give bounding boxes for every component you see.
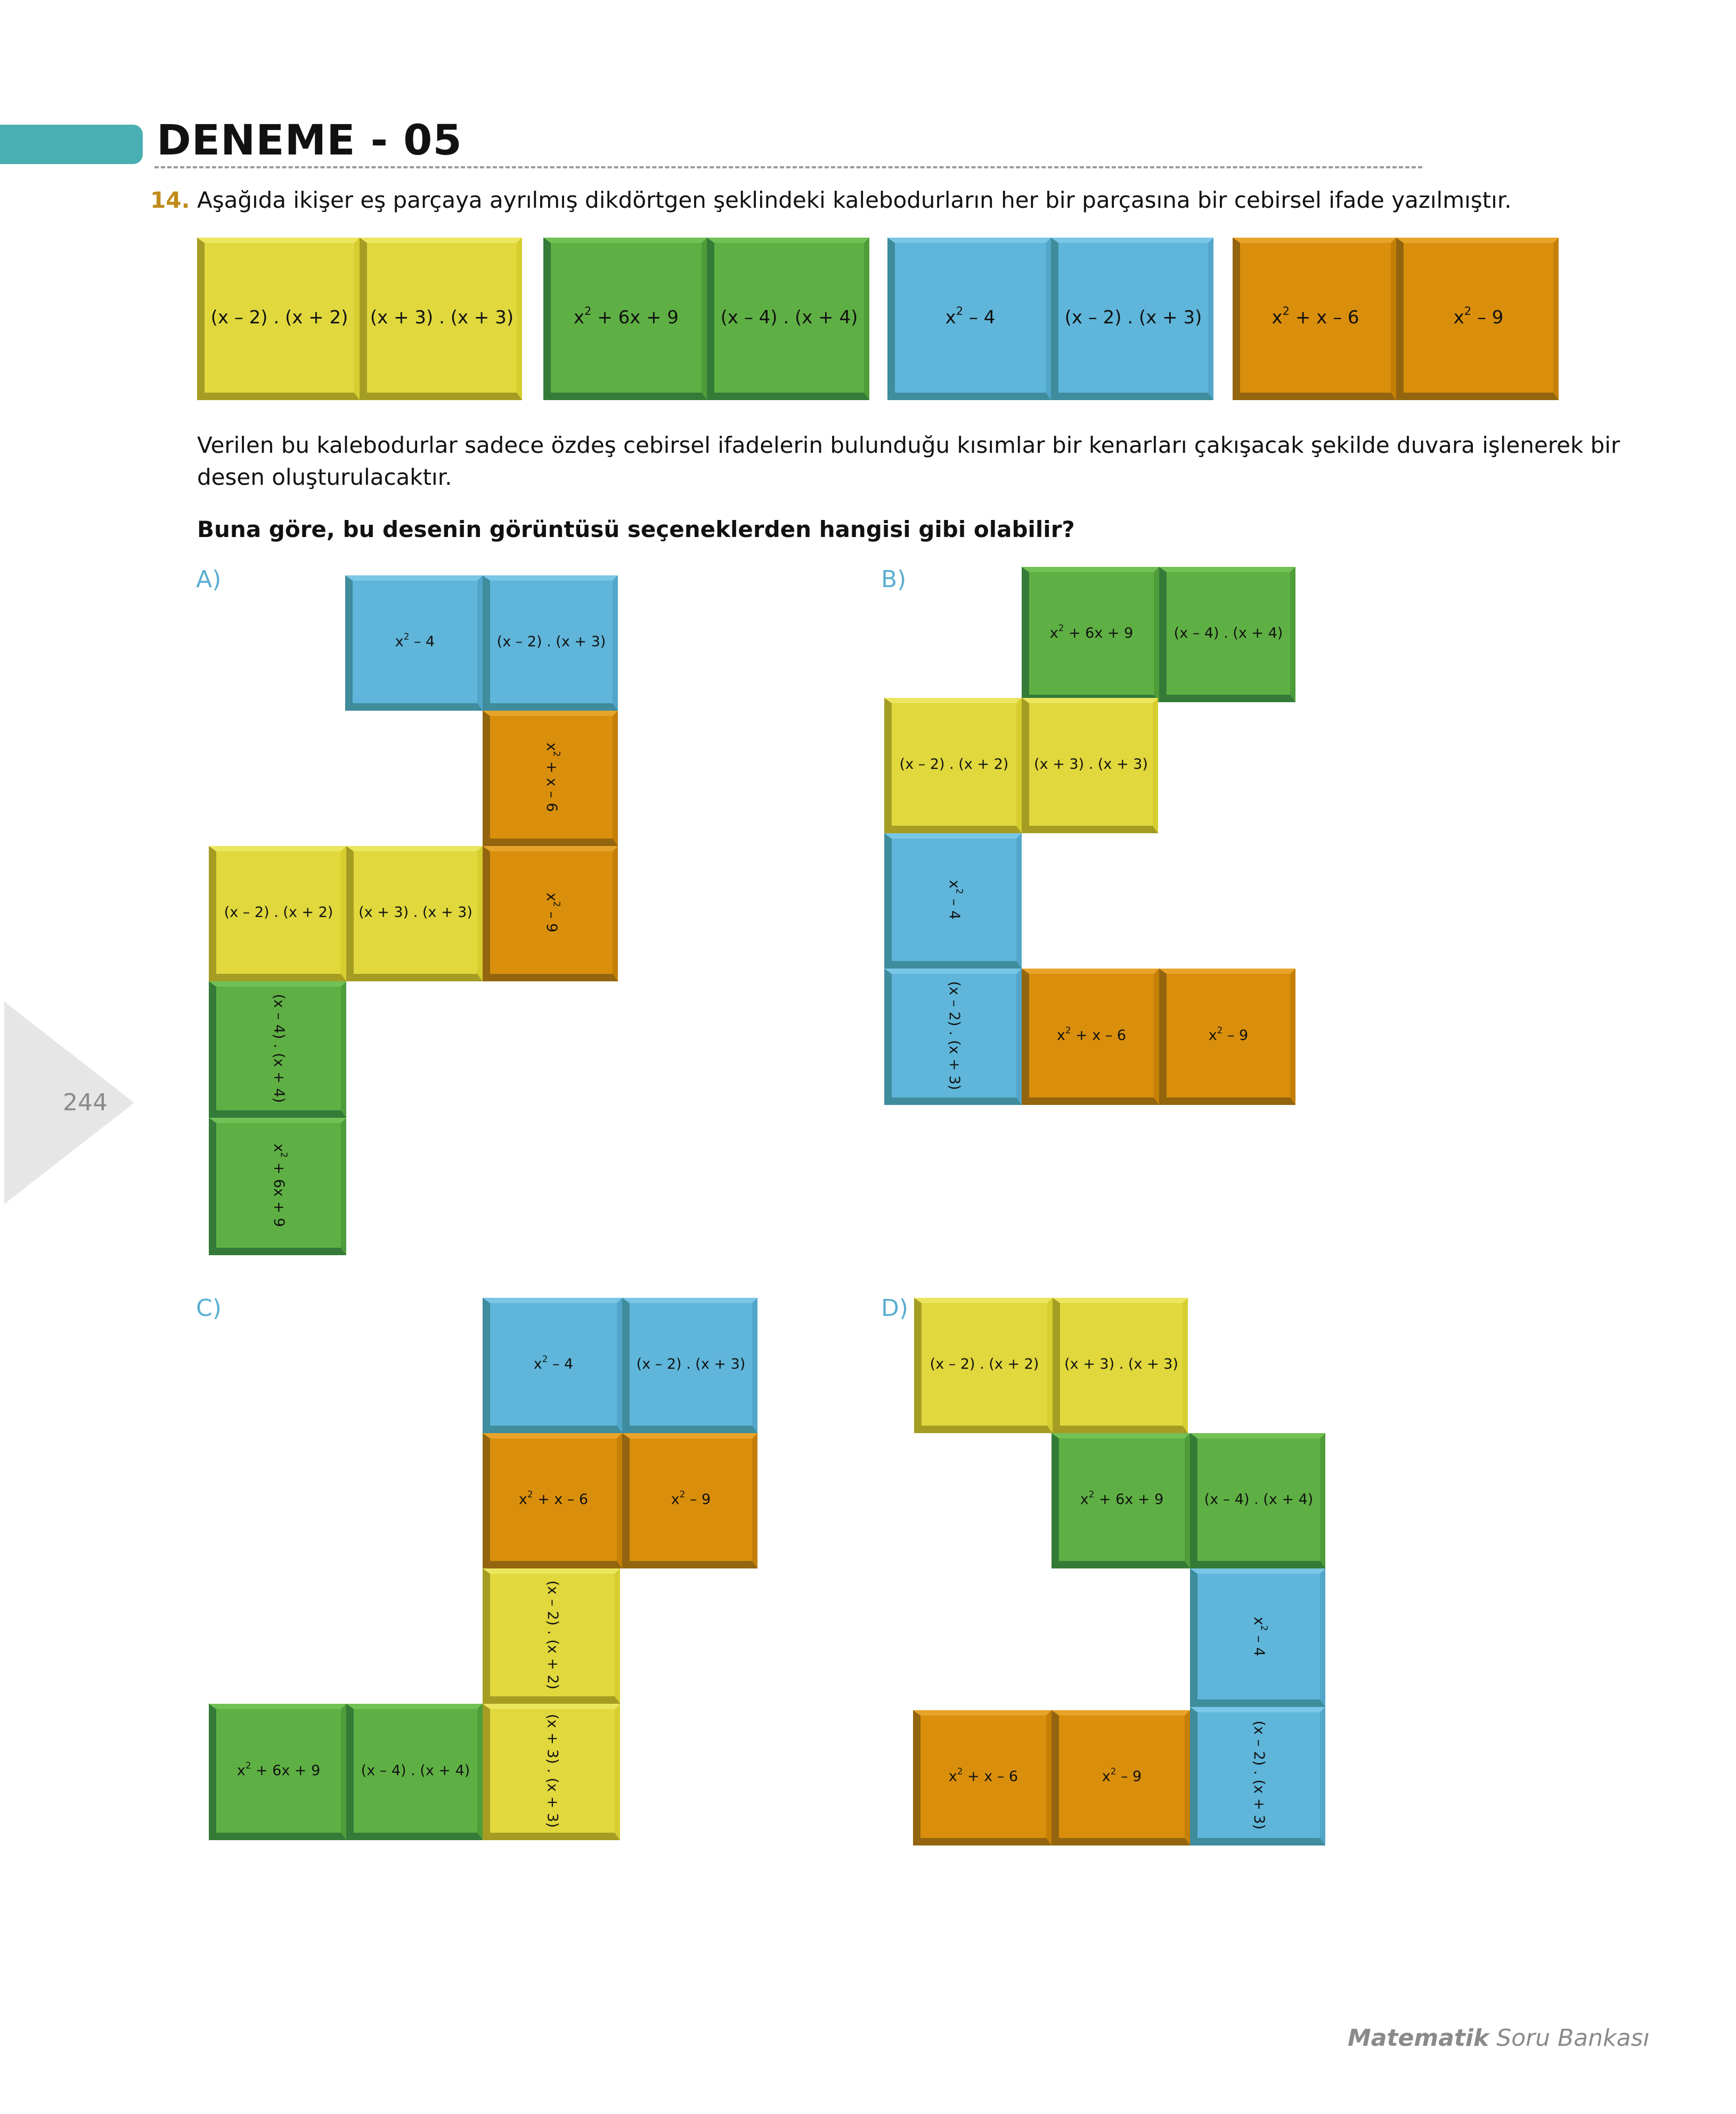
tile [543, 238, 707, 400]
tile [345, 575, 483, 711]
tile-expression: (x + 3) . (x + 3) [370, 306, 514, 328]
tile [483, 1298, 622, 1433]
tile-expression: $x^2 - 9$ [1453, 304, 1504, 328]
tile-expression: (x – 2) . (x + 2) [210, 306, 348, 328]
tile-expression: (x – 2) . (x + 3) [636, 1356, 746, 1373]
tile [483, 1568, 620, 1704]
page-title: DENEME - 05 [157, 117, 462, 165]
option-b-label[interactable]: B) [881, 566, 907, 593]
tile-expression: $x^2 + 6x + 9$ [1080, 1489, 1164, 1508]
tile [1022, 567, 1159, 702]
tile-expression: $x^2 + 6x + 9$ [237, 1760, 321, 1779]
tile-expression: (x + 3) . (x + 3) [1034, 756, 1148, 773]
question-intro: Aşağıda ikişer eş parçaya ayrılmış dikdörtgen şeklindeki kalebodurların her bir parçasına bir cebirsel ifade yazılmıştır. [197, 187, 1512, 213]
footer-series: Soru Bankası [1489, 2024, 1650, 2052]
option-d-label[interactable]: D) [881, 1295, 909, 1322]
tile-expression: (x – 2) . (x + 3) [1250, 1720, 1267, 1830]
tile-expression: $x^2 - 4$ [533, 1353, 574, 1373]
header-divider [154, 166, 1422, 168]
question-prompt: Buna göre, bu desenin görüntüsü seçeneklerden hangisi gibi olabilir? [197, 516, 1075, 542]
tile-expression: (x – 2) . (x + 3) [946, 981, 963, 1091]
tile [1396, 238, 1559, 400]
tile-expression: $x^2 - 9$ [543, 892, 563, 933]
tile [622, 1298, 757, 1433]
tile [360, 238, 522, 400]
tile [209, 846, 346, 981]
tile-expression: (x – 4) . (x + 4) [720, 306, 858, 328]
tile-expression: (x – 2) . (x + 2) [224, 904, 333, 921]
tile [1190, 1433, 1325, 1568]
option-a-label[interactable]: A) [196, 566, 222, 593]
tile [887, 238, 1051, 400]
tile-expression: $x^2 + x - 6$ [1056, 1025, 1127, 1044]
tile-expression: $x^2 + 6x + 9$ [1049, 622, 1134, 642]
tile-expression: (x + 3) . (x + 3) [358, 904, 472, 921]
tile-expression: $x^2 + x - 6$ [1272, 304, 1359, 328]
tile [1052, 1710, 1190, 1845]
tile [346, 846, 483, 981]
tile-expression: (x – 4) . (x + 4) [1173, 625, 1283, 642]
tile-expression: (x – 2) . (x + 3) [496, 633, 606, 651]
tile [483, 575, 618, 711]
tile [1022, 969, 1159, 1105]
tile [197, 238, 360, 400]
tile [884, 969, 1022, 1105]
tile [1159, 567, 1295, 702]
tile-expression: (x – 4) . (x + 4) [270, 994, 287, 1103]
tile-expression: (x – 2) . (x + 2) [930, 1356, 1039, 1373]
tile [1159, 969, 1295, 1105]
tile [1190, 1707, 1325, 1845]
tile-expression: (x – 4) . (x + 4) [1204, 1491, 1314, 1508]
question-description-line1: Verilen bu kalebodurlar sadece özdeş cebirsel ifadelerin bulunduğu kısımlar bir kenarları çakışacak şekilde duvara işlenerek bir [197, 432, 1620, 458]
tile-expression: $x^2 - 4$ [1250, 1616, 1270, 1657]
tile [483, 711, 618, 846]
tile [483, 1704, 620, 1840]
tile-expression: $x^2 - 9$ [1208, 1025, 1249, 1044]
tile [884, 698, 1022, 833]
tile-expression: $x^2 + x - 6$ [948, 1766, 1018, 1785]
tile-expression: $x^2 + 6x + 9$ [270, 1143, 290, 1227]
footer-subject: Matematik [1348, 2024, 1489, 2052]
header-accent-bar [0, 125, 143, 164]
tile [913, 1710, 1052, 1845]
tile [884, 833, 1022, 969]
tile-expression: $x^2 - 9$ [671, 1489, 711, 1508]
tile-expression: $x^2 - 4$ [395, 631, 435, 651]
tile [622, 1433, 757, 1568]
tile [483, 846, 618, 981]
tile-expression: $x^2 + x - 6$ [518, 1489, 589, 1508]
tile [209, 1704, 346, 1840]
tile [209, 981, 346, 1118]
tile-expression: (x – 4) . (x + 4) [361, 1762, 470, 1779]
question-number: 14. [150, 187, 190, 213]
tile [346, 1704, 483, 1840]
tile-expression: $x^2 - 9$ [1102, 1766, 1142, 1785]
tile-expression: $x^2 + x - 6$ [543, 742, 563, 812]
question-description-line2: desen oluşturulacaktır. [197, 464, 452, 490]
tile-expression: (x + 3) . (x + 3) [1064, 1356, 1178, 1373]
tile [1051, 238, 1213, 400]
tile [1053, 1298, 1188, 1433]
tile-expression: (x – 2) . (x + 2) [899, 756, 1009, 773]
option-c-label[interactable]: C) [196, 1295, 222, 1322]
tile [209, 1118, 346, 1255]
page-number: 244 [63, 1089, 108, 1116]
tile-expression: (x + 3) . (x + 3) [544, 1714, 561, 1828]
tile [707, 238, 869, 400]
tile [914, 1298, 1053, 1433]
tile [1233, 238, 1396, 400]
tile-expression: $x^2 + 6x + 9$ [573, 304, 679, 328]
tile-expression: (x – 2) . (x + 2) [544, 1580, 561, 1690]
tile-expression: (x – 2) . (x + 3) [1064, 306, 1202, 328]
tile [1052, 1433, 1190, 1568]
tile-expression: $x^2 - 4$ [946, 880, 965, 920]
tile [1022, 698, 1158, 833]
footer-book-title [1348, 2024, 1650, 2052]
tile [1190, 1568, 1325, 1707]
tile-expression: $x^2 - 4$ [945, 304, 996, 328]
tile [483, 1433, 622, 1568]
